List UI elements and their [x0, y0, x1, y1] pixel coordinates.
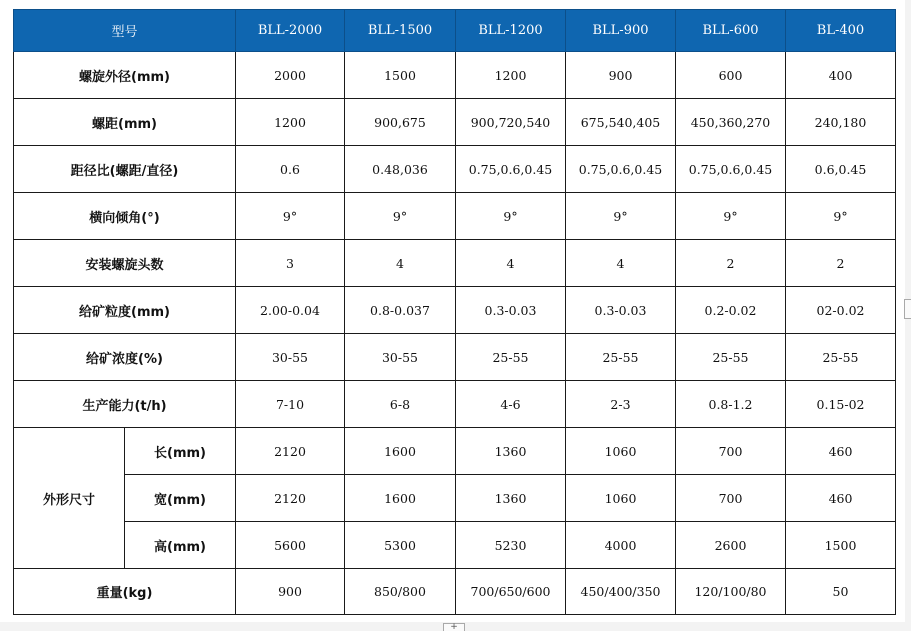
value-cell: 0.3-0.03 — [566, 287, 676, 334]
value-cell: 850/800 — [345, 569, 456, 615]
value-cell: 450,360,270 — [676, 99, 786, 146]
value-cell: 9° — [345, 193, 456, 240]
spec-table-body — [14, 10, 896, 615]
dimension-sub-label: 长(mm) — [125, 428, 236, 475]
value-cell: 02-0.02 — [786, 287, 896, 334]
row-label: 给矿浓度(%) — [14, 334, 236, 381]
dimension-row — [14, 475, 896, 522]
spec-table — [13, 9, 896, 615]
value-cell: 0.15-02 — [786, 381, 896, 428]
dimension-sub-label: 高(mm) — [125, 522, 236, 569]
value-cell: 2 — [676, 240, 786, 287]
spec-row — [14, 381, 896, 428]
value-cell: 9° — [786, 193, 896, 240]
value-cell: 2-3 — [566, 381, 676, 428]
value-cell: 1060 — [566, 428, 676, 475]
row-label: 生产能力(t/h) — [14, 381, 236, 428]
spec-row — [14, 287, 896, 334]
value-cell: 2.00-0.04 — [236, 287, 345, 334]
header-model: BL-400 — [786, 10, 896, 52]
row-label: 安装螺旋头数 — [14, 240, 236, 287]
value-cell: 1500 — [786, 522, 896, 569]
value-cell: 900,675 — [345, 99, 456, 146]
value-cell: 0.2-0.02 — [676, 287, 786, 334]
value-cell: 400 — [786, 52, 896, 99]
value-cell: 2000 — [236, 52, 345, 99]
value-cell: 4000 — [566, 522, 676, 569]
value-cell: 25-55 — [456, 334, 566, 381]
value-cell: 3 — [236, 240, 345, 287]
row-label: 重量(kg) — [14, 569, 236, 615]
spec-row — [14, 240, 896, 287]
value-cell: 900 — [236, 569, 345, 615]
spec-row — [14, 52, 896, 99]
value-cell: 30-55 — [236, 334, 345, 381]
header-label: 型号 — [14, 10, 236, 52]
value-cell: 1500 — [345, 52, 456, 99]
value-cell: 50 — [786, 569, 896, 615]
value-cell: 4-6 — [456, 381, 566, 428]
value-cell: 450/400/350 — [566, 569, 676, 615]
value-cell: 1360 — [456, 475, 566, 522]
value-cell: 5300 — [345, 522, 456, 569]
value-cell: 0.3-0.03 — [456, 287, 566, 334]
value-cell: 700 — [676, 475, 786, 522]
header-model: BLL-1500 — [345, 10, 456, 52]
dimension-row — [14, 522, 896, 569]
value-cell: 2 — [786, 240, 896, 287]
value-cell: 25-55 — [786, 334, 896, 381]
value-cell: 2120 — [236, 475, 345, 522]
value-cell: 460 — [786, 428, 896, 475]
value-cell: 460 — [786, 475, 896, 522]
row-label: 螺距(mm) — [14, 99, 236, 146]
value-cell: 4 — [345, 240, 456, 287]
value-cell: 6-8 — [345, 381, 456, 428]
value-cell: 1600 — [345, 475, 456, 522]
value-cell: 1600 — [345, 428, 456, 475]
value-cell: 600 — [676, 52, 786, 99]
value-cell: 0.48,036 — [345, 146, 456, 193]
value-cell: 0.75,0.6,0.45 — [456, 146, 566, 193]
value-cell: 9° — [456, 193, 566, 240]
row-label: 给矿粒度(mm) — [14, 287, 236, 334]
value-cell: 0.6 — [236, 146, 345, 193]
value-cell: 30-55 — [345, 334, 456, 381]
value-cell: 1060 — [566, 475, 676, 522]
value-cell: 0.8-1.2 — [676, 381, 786, 428]
spec-row — [14, 146, 896, 193]
value-cell: 1360 — [456, 428, 566, 475]
value-cell: 900,720,540 — [456, 99, 566, 146]
row-label: 螺旋外径(mm) — [14, 52, 236, 99]
value-cell: 9° — [676, 193, 786, 240]
value-cell: 120/100/80 — [676, 569, 786, 615]
value-cell: 2120 — [236, 428, 345, 475]
value-cell: 700/650/600 — [456, 569, 566, 615]
value-cell: 700 — [676, 428, 786, 475]
value-cell: 0.8-0.037 — [345, 287, 456, 334]
row-label: 横向倾角(°) — [14, 193, 236, 240]
value-cell: 7-10 — [236, 381, 345, 428]
dimension-sub-label: 宽(mm) — [125, 475, 236, 522]
value-cell: 5600 — [236, 522, 345, 569]
value-cell: 0.75,0.6,0.45 — [676, 146, 786, 193]
value-cell: 675,540,405 — [566, 99, 676, 146]
value-cell: 0.75,0.6,0.45 — [566, 146, 676, 193]
page-edge-handle[interactable] — [904, 299, 911, 319]
dimension-row — [14, 428, 896, 475]
value-cell: 9° — [236, 193, 345, 240]
spec-row — [14, 193, 896, 240]
value-cell: 5230 — [456, 522, 566, 569]
header-model: BLL-600 — [676, 10, 786, 52]
value-cell: 900 — [566, 52, 676, 99]
value-cell: 9° — [566, 193, 676, 240]
value-cell: 25-55 — [566, 334, 676, 381]
value-cell: 0.6,0.45 — [786, 146, 896, 193]
value-cell: 1200 — [456, 52, 566, 99]
spec-row — [14, 334, 896, 381]
header-model: BLL-900 — [566, 10, 676, 52]
header-model: BLL-1200 — [456, 10, 566, 52]
weight-row — [14, 569, 896, 615]
spec-row — [14, 99, 896, 146]
header-row — [14, 10, 896, 52]
value-cell: 25-55 — [676, 334, 786, 381]
value-cell: 4 — [456, 240, 566, 287]
page-break-handle[interactable]: + — [443, 623, 465, 631]
row-label: 距径比(螺距/直径) — [14, 146, 236, 193]
value-cell: 4 — [566, 240, 676, 287]
value-cell: 240,180 — [786, 99, 896, 146]
value-cell: 1200 — [236, 99, 345, 146]
value-cell: 2600 — [676, 522, 786, 569]
header-model: BLL-2000 — [236, 10, 345, 52]
dimensions-group-label: 外形尺寸 — [14, 428, 125, 569]
